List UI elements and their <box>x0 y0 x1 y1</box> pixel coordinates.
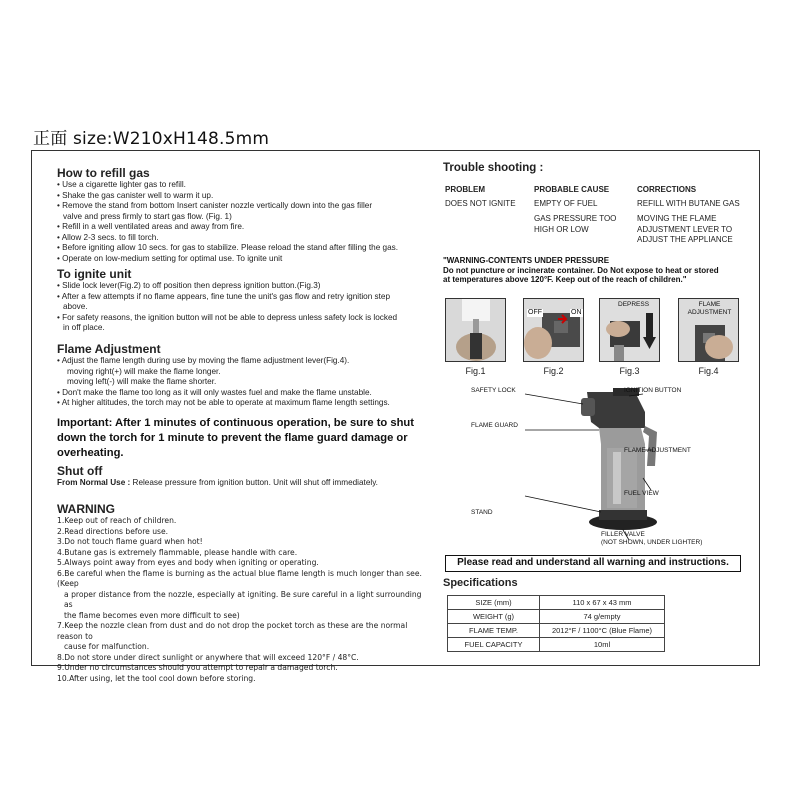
spec-key: FLAME TEMP. <box>448 624 540 638</box>
problem-cell: DOES NOT IGNITE <box>445 199 516 208</box>
fix-cell: REFILL WITH BUTANE GAS <box>637 199 740 208</box>
refill-line: • Remove the stand from bottom Insert canister nozzle vertically down into the gas filler <box>57 201 373 210</box>
flame-line: • Adjust the flame length during use by moving the flame adjustment lever(Fig.4). <box>57 356 350 365</box>
spec-value: 74 g/empty <box>540 610 665 624</box>
spec-value: 10ml <box>540 638 665 652</box>
flame-section <box>57 342 390 409</box>
cause-cell <box>534 214 616 235</box>
fix-line: MOVING THE FLAME <box>637 214 717 223</box>
col-header-cause: PROBABLE CAUSE <box>534 185 610 194</box>
fig-4-label: Fig.4 <box>698 366 719 376</box>
depress-label: DEPRESS <box>618 301 650 308</box>
warning-line: cause for malfunction. <box>64 642 150 651</box>
col-header-corrections: CORRECTIONS <box>637 185 697 194</box>
shutoff-desc: Release pressure from ignition button. Unit will shut off immediately. <box>130 478 378 487</box>
pressure-warning-line: at temperatures above 120°F. Keep out of the reach of children." <box>443 275 687 284</box>
warning-line: a proper distance from the nozzle, especially at igniting. Be sure careful in a light surrounding as <box>64 589 422 609</box>
figure-1 <box>445 298 506 362</box>
shutoff-text <box>57 478 378 489</box>
warning-line: 4.Butane gas is extremely flammable, please handle with care. <box>57 547 298 557</box>
fig-3-label: Fig.3 <box>619 366 640 376</box>
table-row <box>448 638 665 652</box>
ignite-line: • After a few attempts if no flame appears, fine tune the unit's gas flow and retry ignition step <box>57 291 391 301</box>
cause-line: GAS PRESSURE TOO <box>534 214 617 223</box>
fuel-view-label: FUEL VIEW <box>624 490 659 497</box>
ignite-line: • Slide lock lever(Fig.2) to off position then depress ignition button.(Fig.3) <box>57 281 321 290</box>
flame-line: moving right(+) will make the flame longer. <box>67 366 221 376</box>
flame-adj-line: ADJUSTMENT <box>687 308 732 316</box>
pressure-warning-line: Do not puncture or incinerate container. Do Not expose to heat or stored <box>443 265 719 275</box>
warning-section <box>57 502 432 684</box>
filler-valve-label <box>601 531 702 546</box>
filler-valve-line: FILLER VALVE <box>601 531 645 538</box>
ignite-line: • For safety reasons, the ignition button will not be able to depress unless safety lock is locked <box>57 312 398 322</box>
fix-cell <box>637 214 733 246</box>
important-notice: Important: After 1 minutes of continuous operation, be sure to shut down the torch for 1 minute to prevent the flame guard damage or overheating. <box>57 417 414 459</box>
warning-line: 9.Under no circumstances should you attempt to repair a damaged torch. <box>57 663 338 672</box>
read-instructions-box: Please read and understand all warning and instructions. <box>445 555 741 572</box>
flame-line: • At higher altitudes, the torch may not be able to operate at maximum flame length settings. <box>57 398 390 407</box>
spec-key: FUEL CAPACITY <box>448 638 540 652</box>
spec-key: WEIGHT (g) <box>448 610 540 624</box>
fix-line: ADJUSTMENT LEVER TO <box>637 224 733 234</box>
warning-line: 5.Always point away from eyes and body when igniting or operating. <box>57 558 319 567</box>
page-title: 正面 size:W210xH148.5mm <box>33 129 270 149</box>
shutoff-section <box>57 464 378 489</box>
safety-lock-label: SAFETY LOCK <box>471 387 516 394</box>
filler-valve-line: (NOT SHOWN, UNDER LIGHTER) <box>601 538 703 546</box>
on-label: ON <box>571 309 582 316</box>
refill-line: • Use a cigarette lighter gas to refill. <box>57 180 186 189</box>
ignite-line: in off place. <box>63 323 105 332</box>
warning-line: 2.Read directions before use. <box>57 526 169 536</box>
fix-line: ADJUST THE APPLIANCE <box>637 235 733 244</box>
fig-2-label: Fig.2 <box>543 366 564 376</box>
flame-adjustment-fig-label <box>687 301 732 316</box>
warning-line: 6.Be careful when the flame is burning as the actual blue flame length is much longer than see. (Keep <box>57 568 422 588</box>
flame-line: • Don't make the flame too long as it will only wastes fuel and make the flame unstable. <box>57 387 372 397</box>
ignite-list <box>57 281 397 334</box>
warning-line: 8.Do not store under direct sunlight or anywhere that will exceed 120°F / 48°C. <box>57 652 359 662</box>
spec-value: 110 x 67 x 43 mm <box>540 596 665 610</box>
refill-line: • Operate on low-medium setting for optimal use. To ignite unit <box>57 253 283 263</box>
spec-value: 2012°F / 1100°C (Blue Flame) <box>540 624 665 638</box>
shutoff-title: Shut off <box>57 464 103 478</box>
warning-title: WARNING <box>57 502 115 516</box>
refill-section <box>57 166 398 264</box>
flame-adjustment-label: FLAME ADJUSTMENT <box>624 447 691 454</box>
warning-line: the flame becomes even more difficult to see) <box>64 610 240 620</box>
figure-4 <box>678 298 739 362</box>
fig-1-label: Fig.1 <box>465 366 486 376</box>
stand-label: STAND <box>471 509 493 516</box>
refill-line: valve and press firmly to start gas flow. (Fig. 1) <box>63 211 232 221</box>
flame-line: moving left(-) will make the flame shorter. <box>67 377 217 386</box>
figure-3 <box>599 298 660 362</box>
table-row <box>448 610 665 624</box>
table-row <box>448 624 665 638</box>
ignite-title: To ignite unit <box>57 267 132 281</box>
warning-line: 1.Keep out of reach of children. <box>57 516 177 525</box>
refill-title: How to refill gas <box>57 166 150 180</box>
flame-adj-line: FLAME <box>698 301 721 308</box>
spec-key: SIZE (mm) <box>448 596 540 610</box>
warning-line: 3.Do not touch flame guard when hot! <box>57 537 203 546</box>
flame-list <box>57 356 390 409</box>
ignite-section <box>57 267 397 334</box>
shutoff-label: From Normal Use : <box>57 478 131 487</box>
refill-line: • Allow 2-3 secs. to fill torch. <box>57 232 159 242</box>
warning-list <box>57 516 432 684</box>
specifications-title: Specifications <box>443 577 518 589</box>
ignition-button-label: IGNITION BUTTON <box>624 387 682 394</box>
pressure-warning-line: "WARNING-CONTENTS UNDER PRESSURE <box>443 256 610 265</box>
pressure-warning <box>443 256 719 285</box>
col-header-problem: PROBLEM <box>445 185 485 194</box>
specifications-table <box>447 595 665 652</box>
refill-list <box>57 180 398 264</box>
ignite-line: above. <box>63 302 88 311</box>
torch-diagram <box>495 382 695 542</box>
troubleshooting-title: Trouble shooting : <box>443 162 544 174</box>
refill-line: • Before igniting allow 10 secs. for gas to stabilize. Please reload the stand after filling the gas. <box>57 243 399 252</box>
torch-icon <box>581 388 657 530</box>
refill-line: • Shake the gas canister well to warm it up. <box>57 190 214 200</box>
flame-guard-label: FLAME GUARD <box>471 422 518 429</box>
refill-photo-icon <box>446 299 506 362</box>
cause-cell: EMPTY OF FUEL <box>534 199 598 208</box>
cause-line: HIGH OR LOW <box>534 224 589 234</box>
off-label: OFF <box>528 309 542 316</box>
flame-title: Flame Adjustment <box>57 342 161 356</box>
warning-line: 7.Keep the nozzle clean from dust and do not drop the pocket torch as these are the normal reason to <box>57 621 408 641</box>
table-row <box>448 596 665 610</box>
figure-2 <box>523 298 584 362</box>
warning-line: 10.After using, let the tool cool down before storing. <box>57 673 256 683</box>
refill-line: • Refill in a well ventilated areas and away from fire. <box>57 222 245 231</box>
